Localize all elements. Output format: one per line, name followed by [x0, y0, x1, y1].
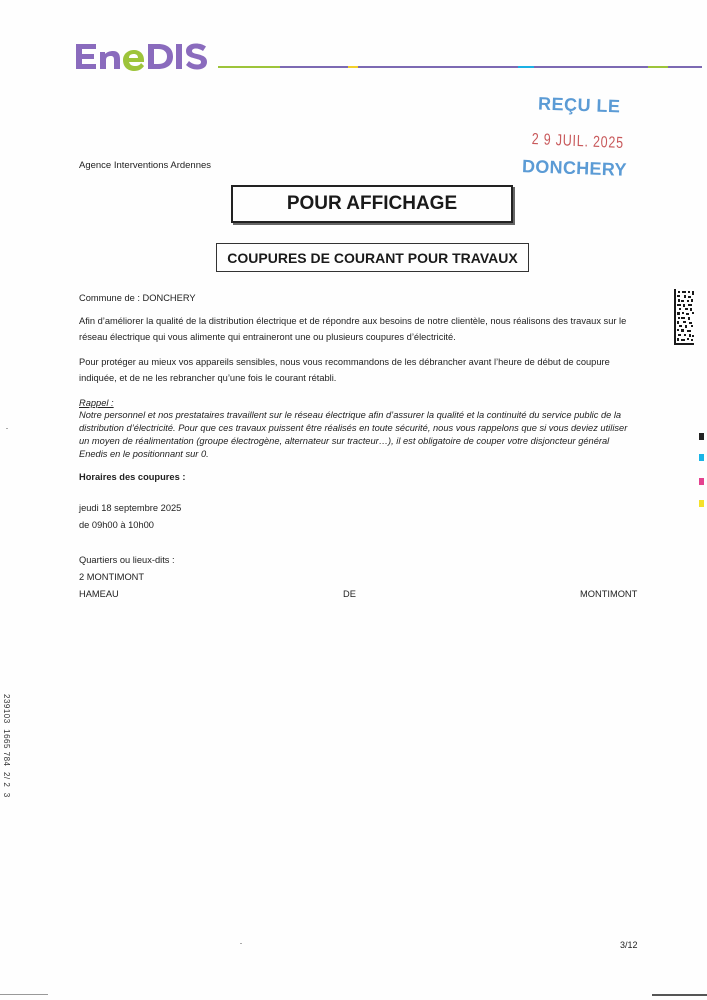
registration-mark-yellow [699, 500, 704, 507]
registration-mark-cyan [699, 454, 704, 461]
stamp-received-label: REÇU LE [537, 93, 621, 117]
outage-time: de 09h00 à 10h00 [79, 520, 154, 530]
outage-date: jeudi 18 septembre 2025 [79, 503, 182, 513]
page-number: 3/12 [620, 940, 638, 950]
header-divider [218, 66, 702, 68]
intro-paragraph: Afin d’améliorer la qualité de la distribution électrique et de répondre aux besoins de notre clientèle, nous réalisons des travaux sur le réseau électrique qui vous alimente qui entraineront une ou plusieurs coupures d’électricité. [79, 316, 627, 342]
address-link: DE [343, 589, 356, 599]
coupures-title: COUPURES DE COURANT POUR TRAVAUX [216, 243, 529, 272]
agency-name: Agence Interventions Ardennes [79, 160, 212, 171]
rappel-text: Notre personnel et nos prestataires travaillent sur le réseau électrique afin d’assurer la qualité et la continuité du service public de la distribution d’électricité. Pour que ces travaux puissent être réalisés en toute sécurité, nous vous rappelons que si vous deviez utiliser un moyen de réalimentation (groupe électrogène, alternateur sur tracteur…), il est obligatoire de couper votre disjoncteur général Enedis en le positionnant sur 0. [79, 410, 628, 459]
quartiers-heading: Quartiers ou lieux-dits : [79, 555, 175, 565]
address-name: MONTIMONT [580, 589, 638, 599]
location-line: 2 MONTIMONT [79, 572, 145, 582]
address-type: HAMEAU [79, 589, 119, 599]
horaires-heading: Horaires des coupures : [79, 472, 186, 482]
registration-mark-magenta [699, 478, 704, 485]
advice-paragraph: Pour protéger au mieux vos appareils sensibles, nous vous recommandons de les débrancher avant l’heure de début de coupure indiquée, et de ne les rebrancher qu’une fois le courant rétabli. [79, 357, 610, 383]
commune-line: Commune de : DONCHERY [79, 293, 196, 303]
datamatrix-code-icon [674, 289, 694, 345]
scan-speck [6, 428, 8, 429]
side-print-code: 239103 1665 784 2/ 2 3 [2, 694, 11, 798]
registration-mark-black [699, 433, 704, 440]
stamp-date: 2 9 JUIL. 2025 [531, 131, 625, 153]
bottom-right-rule [652, 994, 707, 996]
bottom-left-rule [0, 994, 48, 995]
stamp-city: DONCHERY [521, 156, 628, 180]
scan-speck [240, 943, 242, 944]
pour-affichage-banner: POUR AFFICHAGE [231, 185, 513, 223]
rappel-heading: Rappel : [79, 398, 114, 408]
enedis-logo [74, 38, 210, 76]
